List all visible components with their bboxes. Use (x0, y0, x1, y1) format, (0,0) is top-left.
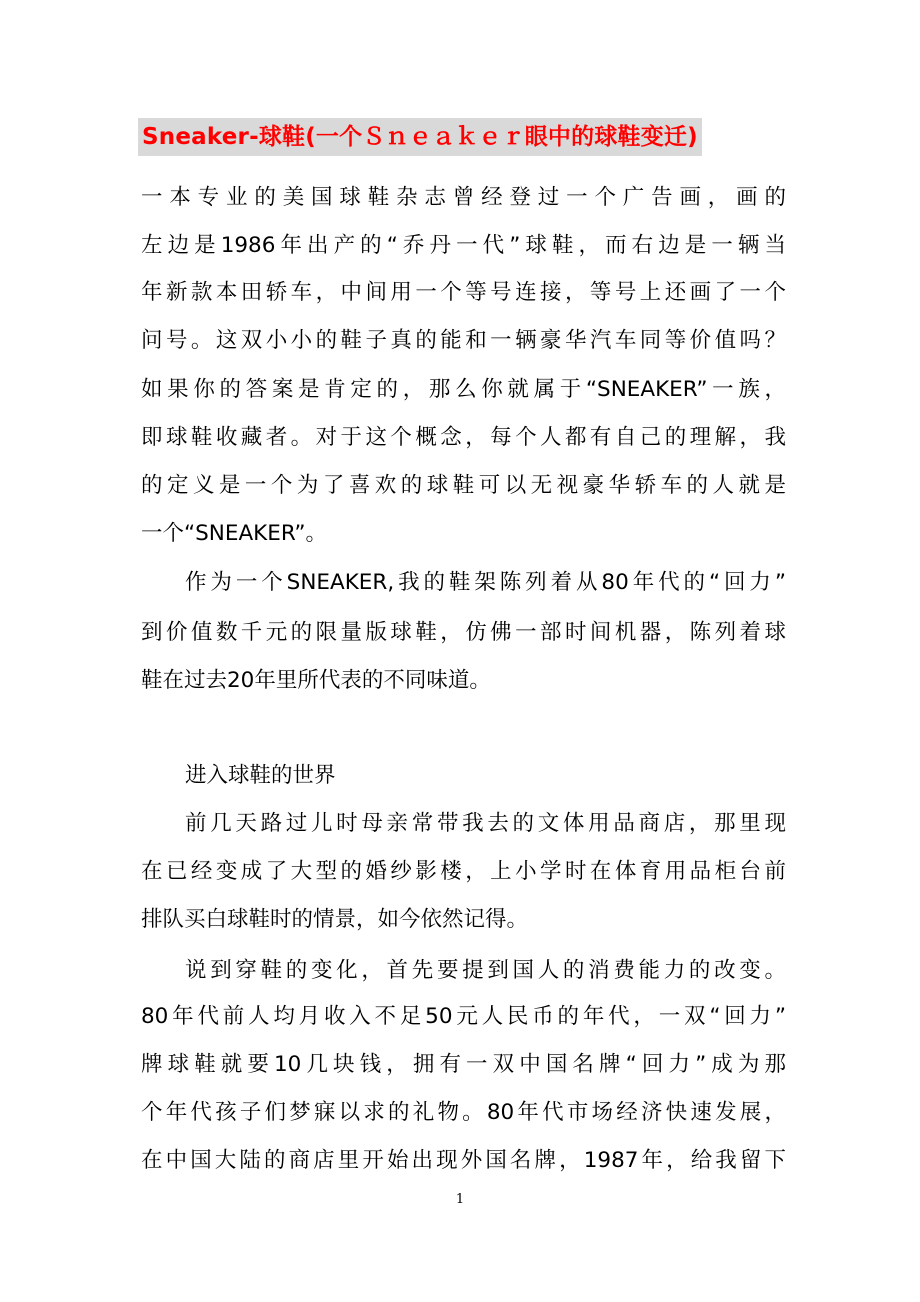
paragraph-line: 作为一个SNEAKER,我的鞋架陈列着从80年代的“回力” (185, 570, 786, 595)
paragraph-line: 年新款本田轿车，中间用一个等号连接，等号上还画了一个 (141, 280, 786, 305)
paragraph-line: 在已经变成了大型的婚纱影楼，上小学时在体育用品柜台前 (141, 859, 786, 884)
paragraph-line: 的定义是一个为了喜欢的球鞋可以无视豪华轿车的人就是 (141, 473, 786, 498)
document-title: Sneaker-球鞋(一个Ｓｎｅａｋｅｒ眼中的球鞋变迁) (138, 118, 702, 156)
paragraph-line: 在中国大陆的商店里开始出现外国名牌，1987年，给我留下 (141, 1148, 786, 1173)
page-number: 1 (455, 1192, 465, 1207)
paragraph-line: 鞋在过去20年里所代表的不同味道。 (141, 668, 491, 693)
paragraph-line: 80年代前人均月收入不足50元人民币的年代，一双“回力” (141, 1004, 786, 1029)
section-heading: 进入球鞋的世界 (185, 763, 336, 788)
paragraph-line: 牌球鞋就要10几块钱，拥有一双中国名牌“回力”成为那 (141, 1052, 786, 1077)
paragraph-line: 前几天路过儿时母亲常带我去的文体用品商店，那里现 (185, 811, 786, 836)
paragraph-line: 即球鞋收藏者。对于这个概念，每个人都有自己的理解，我 (141, 425, 786, 450)
paragraph-line: 到价值数千元的限量版球鞋，仿佛一部时间机器，陈列着球 (141, 620, 786, 645)
paragraph-line: 一个“SNEAKER”。 (141, 521, 328, 546)
paragraph-line: 排队买白球鞋时的情景，如今依然记得。 (141, 907, 529, 932)
paragraph-line: 左边是1986年出产的“乔丹一代”球鞋，而右边是一辆当 (141, 233, 786, 258)
paragraph-line: 说到穿鞋的变化，首先要提到国人的消费能力的改变。 (185, 958, 786, 983)
paragraph-line: 一本专业的美国球鞋杂志曾经登过一个广告画，画的 (141, 185, 786, 210)
paragraph-line: 如果你的答案是肯定的，那么你就属于“SNEAKER”一族， (141, 377, 786, 402)
paragraph-line: 问号。这双小小的鞋子真的能和一辆豪华汽车同等价值吗？ (141, 328, 786, 353)
paragraph-line: 个年代孩子们梦寐以求的礼物。80年代市场经济快速发展， (141, 1100, 786, 1125)
